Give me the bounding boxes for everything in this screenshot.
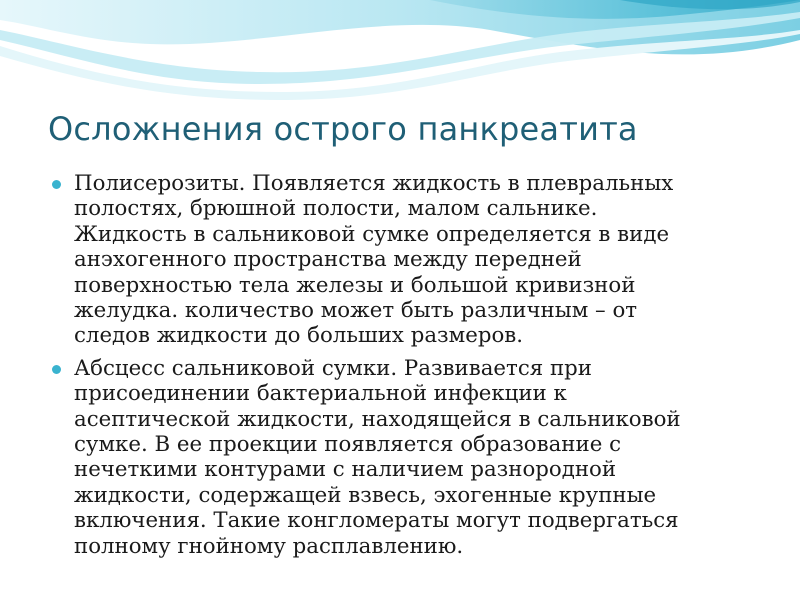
text-line: полостях, брюшной полости, малом сальнике. bbox=[74, 196, 598, 222]
bullet-item-abscess bbox=[50, 356, 740, 559]
text-line: нечеткими контурами с наличием разнородной bbox=[74, 457, 617, 483]
slide-title: Осложнения острого панкреатита bbox=[48, 110, 638, 148]
bullet-dot-icon bbox=[52, 180, 61, 189]
text-line: полному гнойному расплавлению. bbox=[74, 533, 464, 559]
text-line: поверхностью тела железы и большой кривизной bbox=[74, 272, 636, 298]
text-line: присоединении бактериальной инфекции к bbox=[74, 381, 567, 407]
text-line: желудка. количество может быть различным – от bbox=[74, 298, 638, 324]
text-line: анэхогенного пространства между передней bbox=[74, 247, 582, 273]
header-wave-decoration bbox=[0, 0, 800, 110]
bullet-item-polyserositis bbox=[50, 171, 740, 349]
bullet-list bbox=[50, 171, 740, 559]
text-line: жидкости, содержащей взвесь, эхогенные крупные bbox=[74, 482, 657, 508]
text-line: Полисерозиты. Появляется жидкость в плевральных bbox=[74, 171, 674, 196]
text-line: сумке. В ее проекции появляется образование с bbox=[74, 432, 622, 458]
text-line: включения. Такие конгломераты могут подвергаться bbox=[74, 508, 679, 534]
text-line: асептической жидкости, находящейся в сальниковой bbox=[74, 406, 681, 432]
text-line: Жидкость в сальниковой сумке определяется в виде bbox=[74, 221, 670, 247]
text-line: следов жидкости до больших размеров. bbox=[74, 323, 524, 349]
text-line: Абсцесс сальниковой сумки. Развивается при bbox=[74, 355, 592, 381]
bullet-dot-icon bbox=[52, 365, 61, 374]
